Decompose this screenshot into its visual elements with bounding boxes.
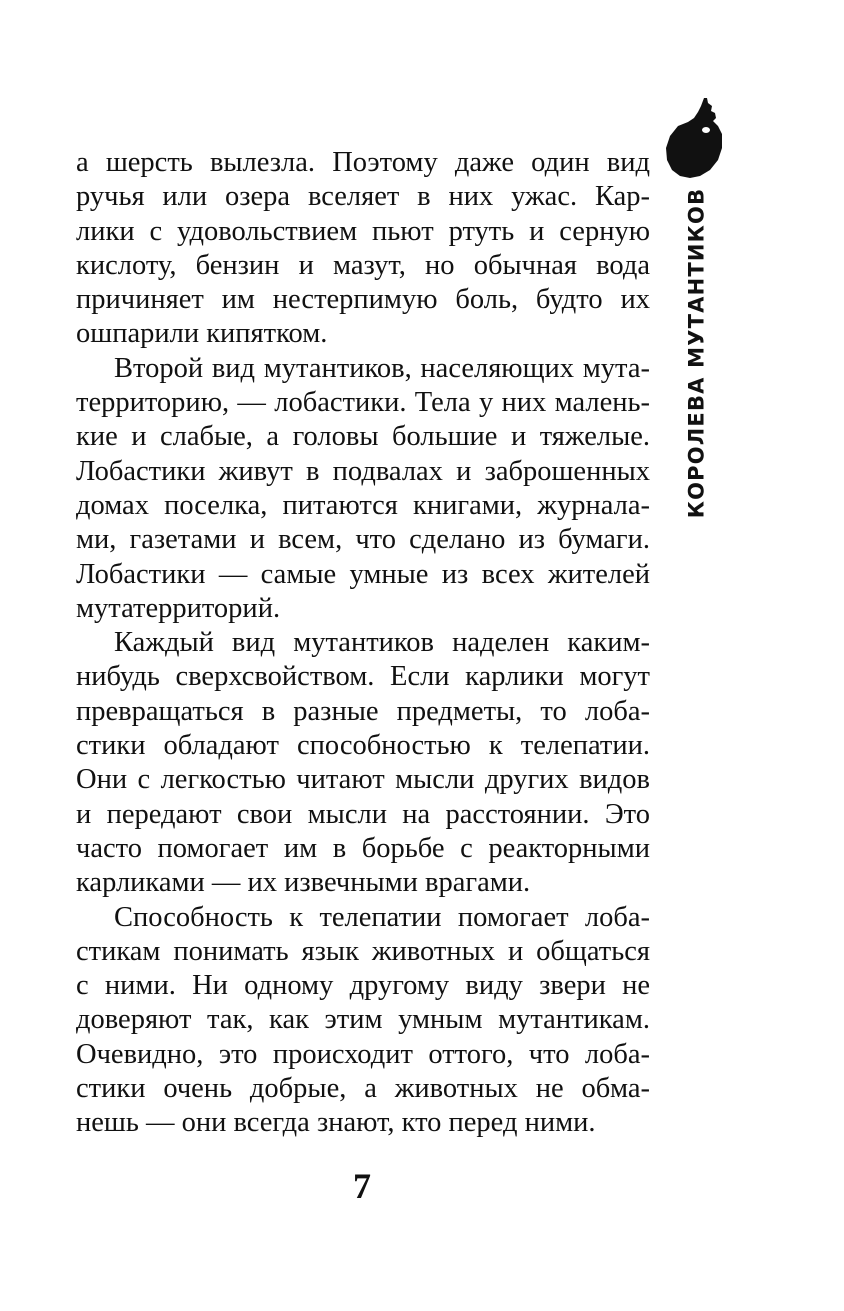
text-line: нешь — они всегда знают, кто перед ними. bbox=[76, 1107, 596, 1139]
text-line: а шерсть вылезла. Поэтому даже один вид bbox=[76, 147, 650, 178]
text-line: стики обладают способностью к телепатии. bbox=[76, 730, 650, 762]
text-line: Второй вид мутантиков, населяющих мута- bbox=[114, 352, 650, 384]
text-line: Они с легкостью читают мысли других видов bbox=[76, 764, 650, 796]
text-line: нибудь сверхсвойством. Если карлики могут bbox=[76, 661, 650, 693]
text-line: стики очень добрые, а животных не обма- bbox=[76, 1073, 650, 1105]
body-text bbox=[76, 146, 650, 1141]
text-line: Лобастики живут в подвалах и заброшенных bbox=[76, 455, 650, 487]
text-line: превращаться в разные предметы, то лоба- bbox=[76, 695, 650, 727]
running-head bbox=[672, 187, 720, 519]
text-line: Каждый вид мутантиков наделен каким- bbox=[114, 627, 650, 659]
text-line: причиняет им нестерпимую боль, будто их bbox=[76, 284, 650, 316]
page-number: 7 bbox=[353, 1166, 371, 1206]
vase-silhouette-icon bbox=[660, 96, 730, 180]
text-line: ми, газетами и всем, что сделано из бумаги. bbox=[76, 524, 650, 556]
text-line: Очевидно, это происходит оттого, что лоба- bbox=[76, 1038, 650, 1070]
text-line: домах поселка, питаются книгами, журнала- bbox=[76, 489, 650, 521]
text-line: стикам понимать язык животных и общаться bbox=[76, 935, 650, 967]
paragraph bbox=[76, 901, 650, 1141]
text-line: с ними. Ни одному другому виду звери не bbox=[76, 970, 650, 1002]
text-line: мутатерриторий. bbox=[76, 592, 281, 624]
text-line: кие и слабые, а головы большие и тяжелые. bbox=[76, 421, 650, 453]
paragraph bbox=[76, 626, 650, 900]
text-line: ошпарили кипятком. bbox=[76, 318, 328, 350]
running-head-title: КОРОЛЕВА МУТАНТИКОВ bbox=[684, 187, 708, 519]
text-line: Лобастики — самые умные из всех жителей bbox=[76, 558, 650, 590]
text-line: территорию, — лобастики. Тела у них малень- bbox=[76, 387, 650, 419]
paragraph bbox=[76, 352, 650, 626]
text-line: лики с удовольствием пьют ртуть и серную bbox=[76, 215, 650, 247]
text-line: кислоту, бензин и мазут, но обычная вода bbox=[76, 249, 650, 281]
text-line: ручья или озера вселяет в них ужас. Кар- bbox=[76, 181, 650, 213]
text-line: доверяют так, как этим умным мутантикам. bbox=[76, 1004, 650, 1036]
paragraph bbox=[76, 146, 650, 352]
text-line: Способность к телепатии помогает лоба- bbox=[114, 901, 650, 933]
text-line: часто помогает им в борьбе с реакторными bbox=[76, 832, 650, 864]
text-line: карликами — их извечными врагами. bbox=[76, 867, 531, 899]
text-line: и передают свои мысли на расстоянии. Это bbox=[76, 798, 650, 830]
